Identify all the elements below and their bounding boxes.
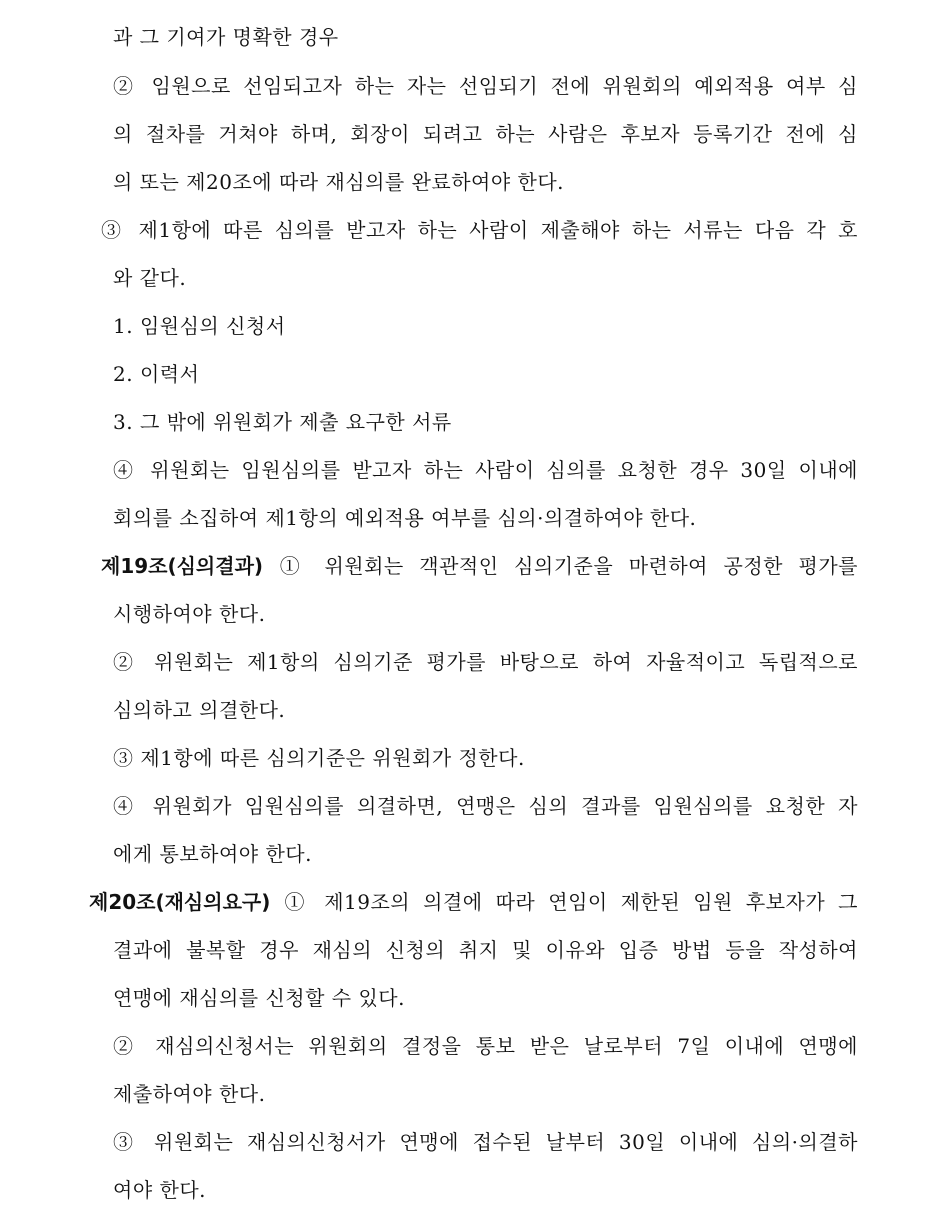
list-item: 3. 그 밖에 위원회가 제출 요구한 서류: [113, 410, 452, 434]
text-line: ④ 위원회는 임원심의를 받고자 하는 사람이 심의를 요청한 경우 30일 이내에: [113, 458, 858, 482]
text-line: 결과에 불복할 경우 재심의 신청의 취지 및 이유와 입증 방법 등을 작성하여: [113, 938, 858, 962]
text-line: 시행하여야 한다.: [113, 602, 266, 626]
article-19-line: [101, 553, 858, 579]
article-20-line: [89, 889, 858, 915]
text-line: 제출하여야 한다.: [113, 1082, 266, 1106]
text-line: 에게 통보하여야 한다.: [113, 842, 312, 866]
list-item: 2. 이력서: [113, 362, 200, 386]
text-line: ② 임원으로 선임되고자 하는 자는 선임되기 전에 위원회의 예외적용 여부 심: [113, 74, 858, 98]
text-line: ② 위원회는 제1항의 심의기준 평가를 바탕으로 하여 자율적이고 독립적으로: [113, 650, 858, 674]
text-line: 연맹에 재심의를 신청할 수 있다.: [113, 986, 405, 1010]
text-line: ② 재심의신청서는 위원회의 결정을 통보 받은 날로부터 7일 이내에 연맹에: [113, 1034, 858, 1058]
list-item: 1. 임원심의 신청서: [113, 314, 286, 338]
text-line: 의 절차를 거쳐야 하며, 회장이 되려고 하는 사람은 후보자 등록기간 전에 심: [113, 122, 858, 146]
text-line: ④ 위원회가 임원심의를 의결하면, 연맹은 심의 결과를 임원심의를 요청한 자: [113, 794, 858, 818]
article-20-heading: 제20조(재심의요구): [89, 890, 271, 914]
text-line: 와 같다.: [113, 266, 187, 290]
article-19-heading: 제19조(심의결과): [101, 554, 264, 578]
text-line: 과 그 기여가 명확한 경우: [113, 25, 339, 49]
text-line: ③ 위원회는 재심의신청서가 연맹에 접수된 날부터 30일 이내에 심의·의결하: [113, 1130, 858, 1154]
text-line: ① 제19조의 의결에 따라 연임이 제한된 임원 후보자가 그: [278, 890, 858, 914]
text-line: 여야 한다.: [113, 1178, 206, 1202]
text-line: ③ 제1항에 따른 심의기준은 위원회가 정한다.: [113, 746, 525, 770]
text-line: ① 위원회는 객관적인 심의기준을 마련하여 공정한 평가를: [271, 554, 858, 578]
text-line: 회의를 소집하여 제1항의 예외적용 여부를 심의·의결하여야 한다.: [113, 506, 697, 530]
text-line: 심의하고 의결한다.: [113, 698, 286, 722]
text-line: ③ 제1항에 따른 심의를 받고자 하는 사람이 제출해야 하는 서류는 다음 각 호: [101, 218, 858, 242]
text-line: 의 또는 제20조에 따라 재심의를 완료하여야 한다.: [113, 170, 565, 194]
